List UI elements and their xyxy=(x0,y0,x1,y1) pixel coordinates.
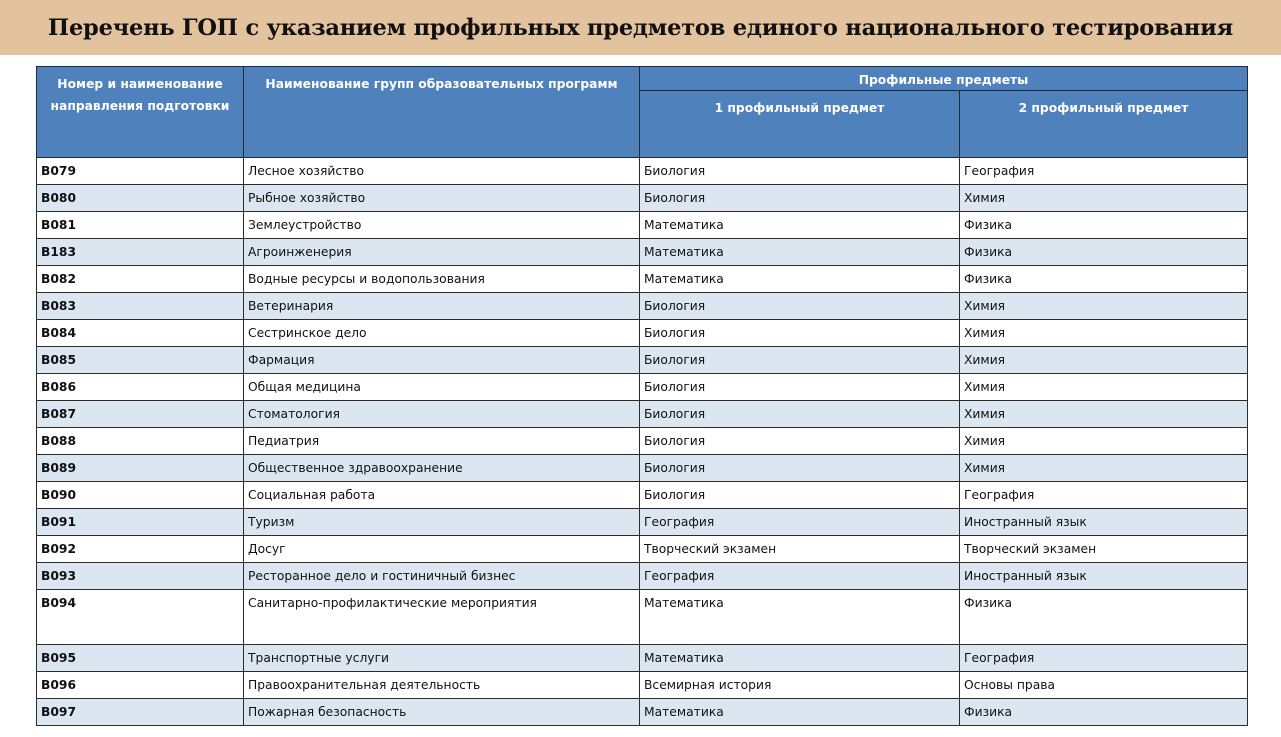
cell-program: Социальная работа xyxy=(244,482,640,509)
table-row xyxy=(37,645,1248,672)
cell-program: Стоматология xyxy=(244,401,640,428)
cell-program: Землеустройство xyxy=(244,212,640,239)
header-program: Наименование групп образовательных программ xyxy=(244,67,640,158)
header-code: Номер и наименование направления подготовки xyxy=(37,67,244,158)
cell-code: B080 xyxy=(37,185,244,212)
table-row xyxy=(37,672,1248,699)
cell-code: B095 xyxy=(37,645,244,672)
cell-code: B086 xyxy=(37,374,244,401)
cell-program: Туризм xyxy=(244,509,640,536)
cell-program: Педиатрия xyxy=(244,428,640,455)
table-row xyxy=(37,699,1248,726)
cell-code: B092 xyxy=(37,536,244,563)
cell-subject-1: Биология xyxy=(640,374,960,401)
cell-program: Общественное здравоохранение xyxy=(244,455,640,482)
cell-program: Рыбное хозяйство xyxy=(244,185,640,212)
table-row xyxy=(37,320,1248,347)
cell-subject-1: Биология xyxy=(640,428,960,455)
table-row xyxy=(37,536,1248,563)
cell-subject-1: Математика xyxy=(640,699,960,726)
cell-subject-2: Химия xyxy=(960,293,1248,320)
cell-subject-1: География xyxy=(640,509,960,536)
header-profile-subjects: Профильные предметы xyxy=(640,67,1248,91)
table-row xyxy=(37,590,1248,645)
cell-program: Агроинженерия xyxy=(244,239,640,266)
header-subject-2: 2 профильный предмет xyxy=(960,91,1248,158)
table-row xyxy=(37,455,1248,482)
cell-subject-2: География xyxy=(960,482,1248,509)
cell-subject-1: Биология xyxy=(640,320,960,347)
cell-subject-1: Математика xyxy=(640,590,960,645)
table-row xyxy=(37,401,1248,428)
cell-subject-1: Биология xyxy=(640,185,960,212)
cell-code: B081 xyxy=(37,212,244,239)
cell-subject-1: Биология xyxy=(640,401,960,428)
table-row xyxy=(37,428,1248,455)
cell-code: B085 xyxy=(37,347,244,374)
cell-code: B091 xyxy=(37,509,244,536)
cell-program: Сестринское дело xyxy=(244,320,640,347)
table-row xyxy=(37,158,1248,185)
cell-subject-2: Физика xyxy=(960,590,1248,645)
cell-subject-2: География xyxy=(960,645,1248,672)
cell-subject-2: Химия xyxy=(960,185,1248,212)
cell-subject-1: Биология xyxy=(640,482,960,509)
cell-code: B082 xyxy=(37,266,244,293)
cell-code: B088 xyxy=(37,428,244,455)
cell-subject-1: География xyxy=(640,563,960,590)
cell-code: B093 xyxy=(37,563,244,590)
cell-code: B079 xyxy=(37,158,244,185)
cell-subject-2: Химия xyxy=(960,374,1248,401)
cell-subject-1: Математика xyxy=(640,645,960,672)
table-row xyxy=(37,374,1248,401)
table-row xyxy=(37,293,1248,320)
cell-subject-2: Химия xyxy=(960,428,1248,455)
cell-code: B096 xyxy=(37,672,244,699)
cell-subject-1: Математика xyxy=(640,266,960,293)
cell-subject-2: Творческий экзамен xyxy=(960,536,1248,563)
cell-subject-2: Физика xyxy=(960,266,1248,293)
table-row xyxy=(37,212,1248,239)
cell-code: B089 xyxy=(37,455,244,482)
cell-subject-1: Всемирная история xyxy=(640,672,960,699)
cell-subject-1: Биология xyxy=(640,455,960,482)
cell-subject-2: География xyxy=(960,158,1248,185)
cell-subject-2: Химия xyxy=(960,455,1248,482)
cell-program: Санитарно-профилактические мероприятия xyxy=(244,590,640,645)
table-body xyxy=(37,158,1248,726)
cell-subject-1: Биология xyxy=(640,158,960,185)
cell-subject-1: Биология xyxy=(640,293,960,320)
table-row xyxy=(37,266,1248,293)
cell-code: B083 xyxy=(37,293,244,320)
cell-program: Ветеринария xyxy=(244,293,640,320)
page-title: Перечень ГОП с указанием профильных предметов единого национального тестирования xyxy=(47,14,1234,41)
cell-code: B084 xyxy=(37,320,244,347)
cell-subject-2: Иностранный язык xyxy=(960,509,1248,536)
cell-program: Водные ресурсы и водопользования xyxy=(244,266,640,293)
cell-code: B094 xyxy=(37,590,244,645)
cell-program: Ресторанное дело и гостиничный бизнес xyxy=(244,563,640,590)
cell-subject-1: Математика xyxy=(640,239,960,266)
cell-code: B087 xyxy=(37,401,244,428)
cell-subject-2: Химия xyxy=(960,401,1248,428)
table-row xyxy=(37,509,1248,536)
cell-program: Лесное хозяйство xyxy=(244,158,640,185)
cell-program: Пожарная безопасность xyxy=(244,699,640,726)
cell-subject-2: Химия xyxy=(960,320,1248,347)
cell-program: Общая медицина xyxy=(244,374,640,401)
table-row xyxy=(37,563,1248,590)
cell-subject-2: Физика xyxy=(960,212,1248,239)
header-subject-1: 1 профильный предмет xyxy=(640,91,960,158)
table-row xyxy=(37,347,1248,374)
cell-program: Правоохранительная деятельность xyxy=(244,672,640,699)
cell-subject-1: Биология xyxy=(640,347,960,374)
cell-subject-1: Творческий экзамен xyxy=(640,536,960,563)
cell-subject-2: Иностранный язык xyxy=(960,563,1248,590)
cell-subject-1: Математика xyxy=(640,212,960,239)
cell-program: Фармация xyxy=(244,347,640,374)
cell-subject-2: Химия xyxy=(960,347,1248,374)
cell-subject-2: Основы права xyxy=(960,672,1248,699)
cell-program: Транспортные услуги xyxy=(244,645,640,672)
table-row xyxy=(37,239,1248,266)
cell-subject-2: Физика xyxy=(960,239,1248,266)
cell-program: Досуг xyxy=(244,536,640,563)
gop-subjects-table xyxy=(36,66,1248,726)
table-row xyxy=(37,482,1248,509)
table-row xyxy=(37,185,1248,212)
cell-subject-2: Физика xyxy=(960,699,1248,726)
cell-code: B183 xyxy=(37,239,244,266)
title-banner xyxy=(0,0,1281,55)
cell-code: B097 xyxy=(37,699,244,726)
cell-code: B090 xyxy=(37,482,244,509)
